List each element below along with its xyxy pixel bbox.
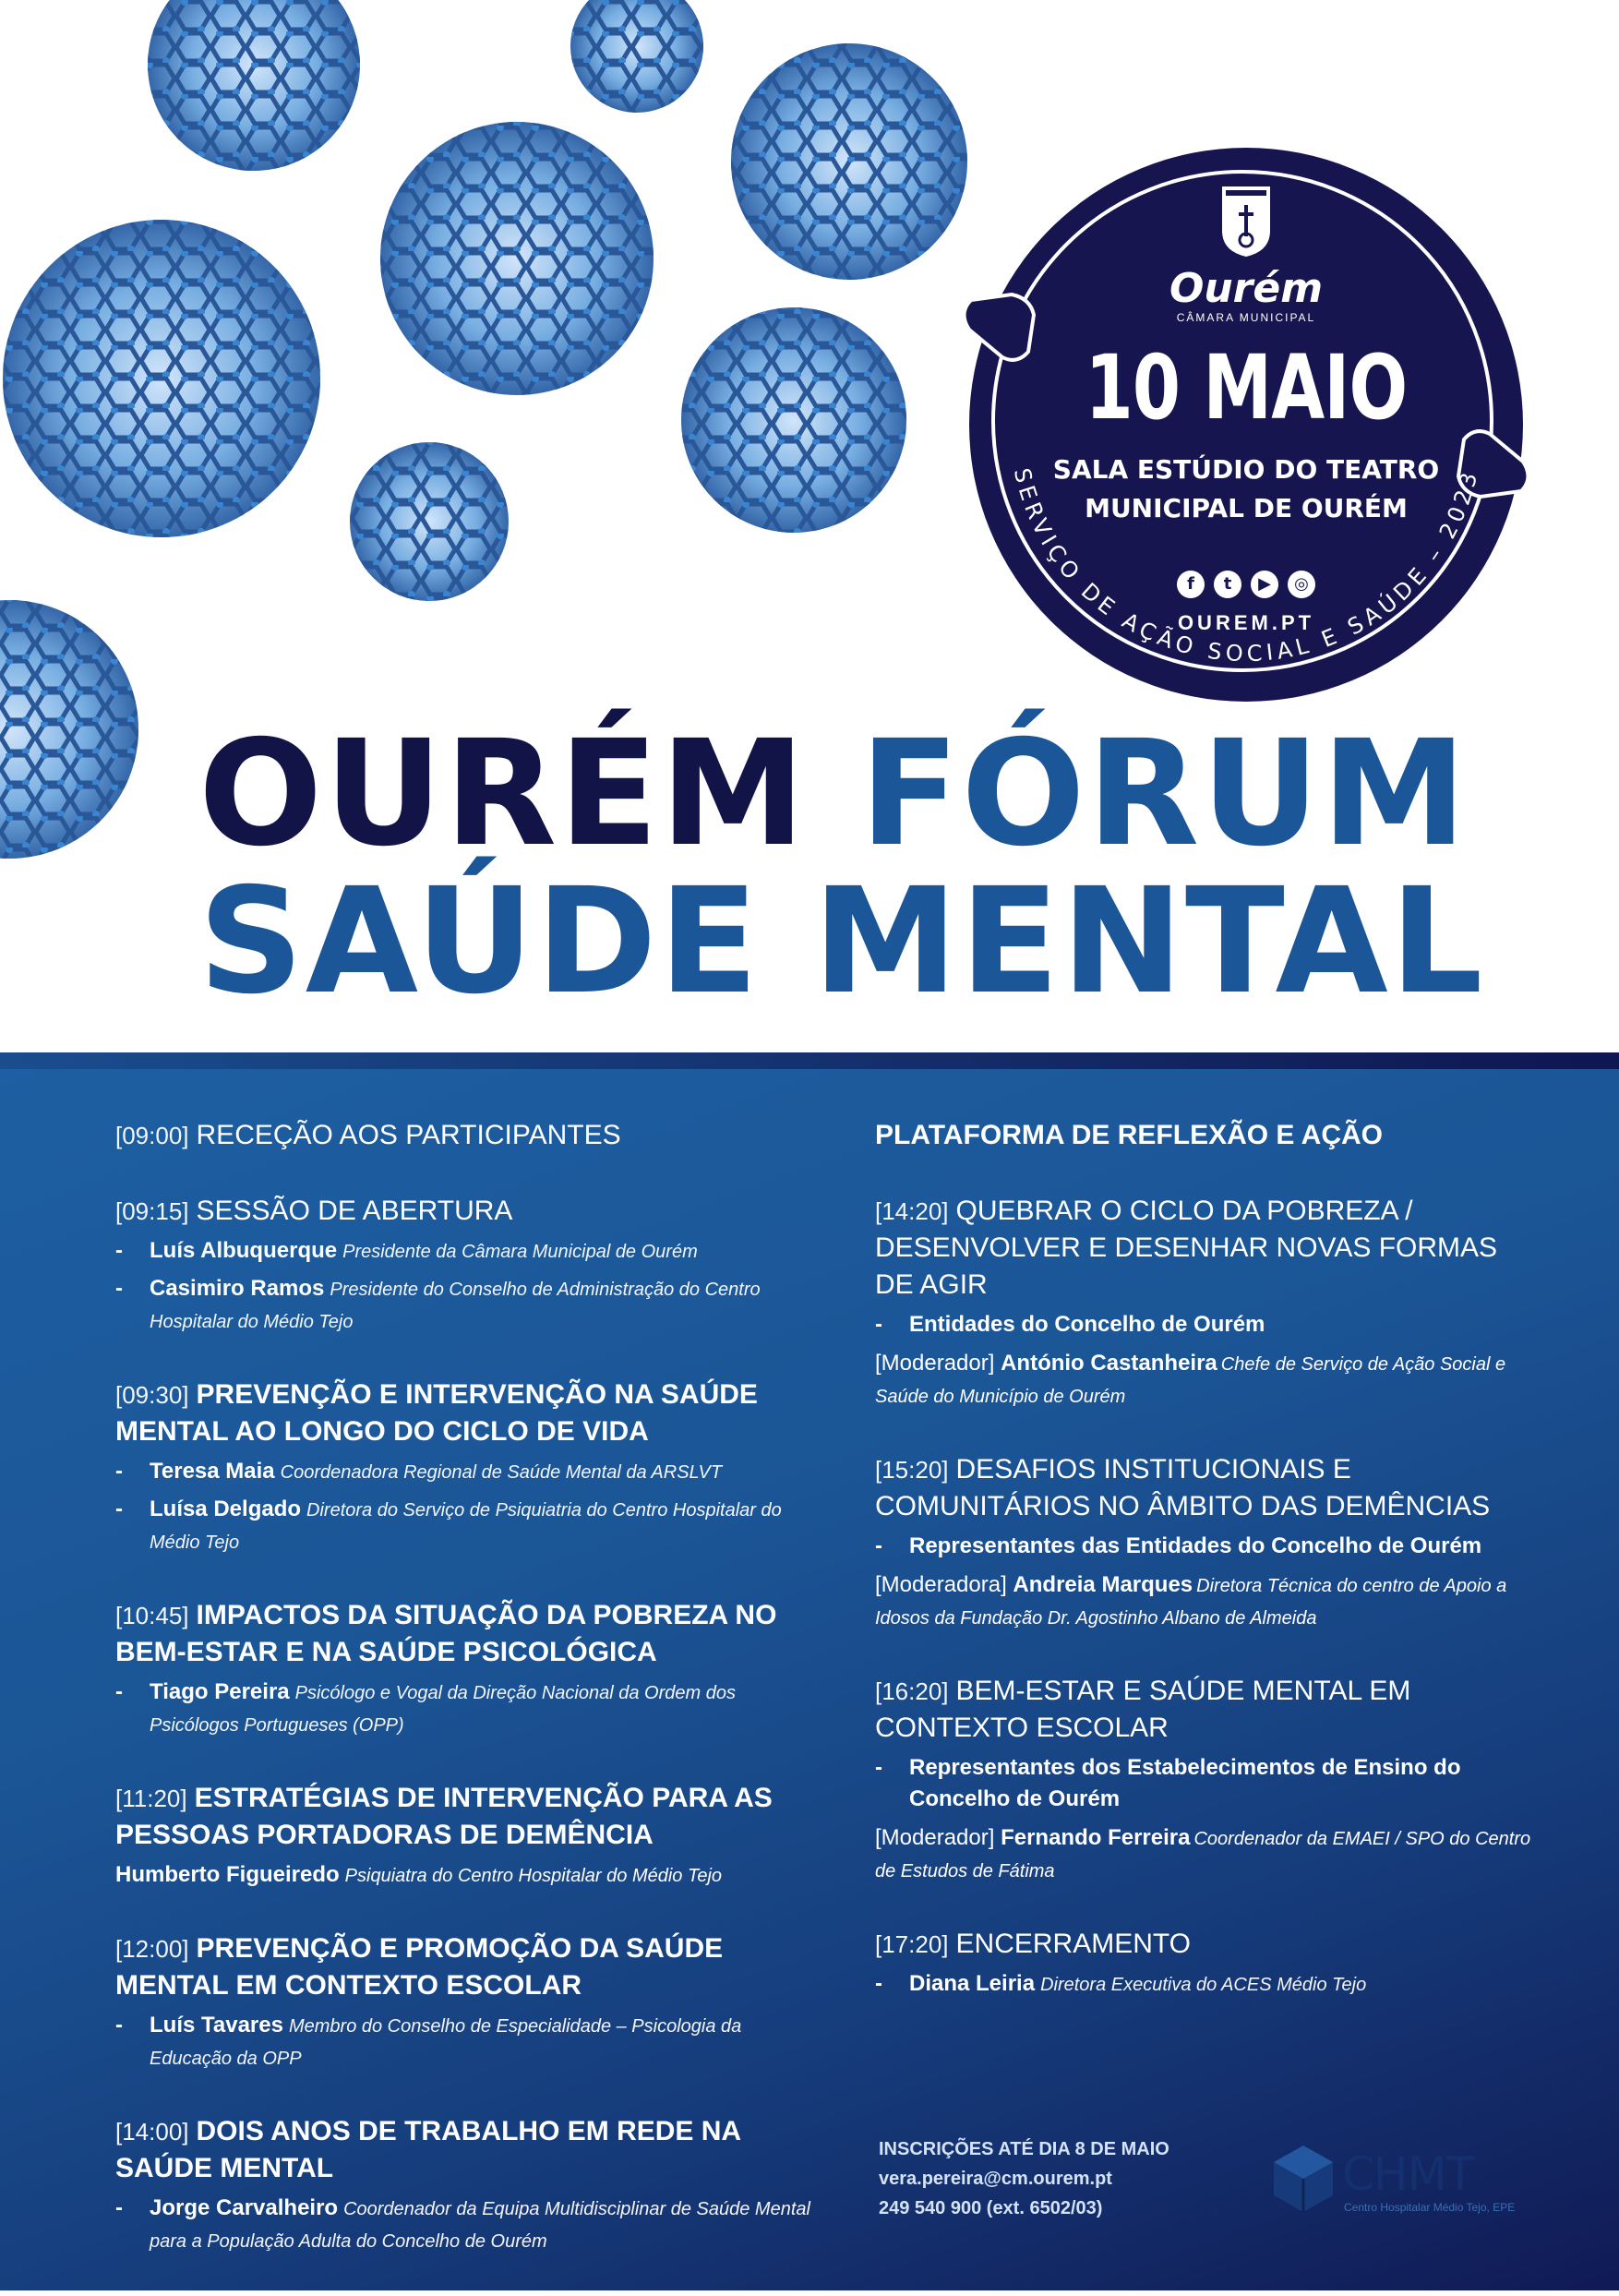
bullet-dash: -: [115, 1276, 123, 1301]
seal-arc-text: SERVIÇO DE AÇÃO SOCIAL E SAÚDE – 2023: [1008, 465, 1484, 667]
speaker-name: Teresa Maia: [150, 1459, 275, 1484]
agenda-heading: [875, 1451, 1540, 1525]
agenda-heading: [875, 1193, 1540, 1304]
bullet-dash: -: [875, 1755, 882, 1780]
moderator-label: [Moderador]: [875, 1351, 1001, 1376]
agenda-item: [875, 1673, 1540, 1887]
speaker-role: Coordenador da Equipa Multidisciplinar de Saúde Mental para a População Adulta do Concelho de Ourém: [150, 2199, 810, 2252]
agenda-item: [875, 1451, 1540, 1634]
agenda-heading: [115, 1117, 817, 1154]
speaker-role: Presidente da Câmara Municipal de Ourém: [342, 1242, 698, 1262]
agenda-time: [14:20]: [875, 1197, 949, 1225]
chmt-name: CHMT: [1342, 2147, 1474, 2201]
moderator-row: [875, 1348, 1540, 1412]
moderator-name: Fernando Ferreira: [1001, 1825, 1191, 1850]
agenda-heading: [875, 1673, 1540, 1747]
agenda-time: [11:20]: [115, 1785, 187, 1812]
crest-icon: [1220, 185, 1272, 258]
moderator-role: Coordenador da EMAEI / SPO do Centro de Estudos de Fátima: [875, 1829, 1531, 1881]
agenda-time: [17:20]: [875, 1930, 949, 1958]
agenda-title: ESTRATÉGIAS DE INTERVENÇÃO PARA AS PESSOAS PORTADORAS DE DEMÊNCIA: [115, 1783, 773, 1850]
speaker-row: [115, 1456, 817, 1488]
moderator-row: [875, 1822, 1540, 1887]
registration-deadline: INSCRIÇÕES ATÉ DIA 8 DE MAIO: [879, 2139, 1169, 2159]
speaker-row: [115, 1677, 817, 1741]
agenda-title: PREVENÇÃO E INTERVENÇÃO NA SAÚDE MENTAL AO LONGO DO CICLO DE VIDA: [115, 1379, 758, 1447]
speaker-row: [875, 1968, 1540, 2001]
agenda-item: [115, 1193, 817, 1338]
speaker-name: Representantes dos Estabelecimentos de Ensino do Concelho de Ourém: [909, 1755, 1461, 1811]
agenda-item: [115, 1117, 817, 1154]
agenda-title: SESSÃO DE ABERTURA: [196, 1196, 513, 1226]
brand-subtitle: CÂMARA MUNICIPAL: [1176, 311, 1316, 324]
registration-info: [879, 2134, 1266, 2223]
speaker-row: [875, 1309, 1540, 1340]
speaker-name: Luísa Delgado: [150, 1497, 302, 1521]
speaker-row: [115, 1494, 817, 1558]
twitter-icon[interactable]: t: [1214, 571, 1241, 598]
speaker-name: Luís Tavares: [150, 2013, 283, 2038]
panel-top-band: [0, 1052, 1619, 1069]
speaker-row: [875, 1531, 1540, 1562]
agenda-item: [115, 1930, 817, 2074]
bullet-dash: -: [875, 1971, 882, 1996]
agenda-heading: [115, 2113, 817, 2187]
instagram-icon[interactable]: ◎: [1288, 571, 1315, 598]
speaker-name: Casimiro Ramos: [150, 1276, 325, 1301]
speaker-row: [115, 1859, 817, 1892]
bullet-dash: -: [115, 1459, 123, 1484]
bullet-dash: -: [115, 2195, 123, 2220]
agenda-time: [10:45]: [115, 1602, 189, 1629]
registration-email[interactable]: vera.pereira@cm.ourem.pt: [879, 2169, 1112, 2189]
chmt-subtitle: Centro Hospitalar Médio Tejo, EPE: [1344, 2201, 1516, 2214]
moderator-role: Diretora Técnica do centro de Apoio a Idosos da Fundação Dr. Agostinho Albano de Almeida: [875, 1576, 1507, 1629]
speaker-name: Luís Albuquerque: [150, 1238, 338, 1263]
title-word-forum: FÓRUM: [859, 709, 1469, 879]
page-title: [198, 709, 1491, 1027]
speaker-role: Membro do Conselho de Especialidade – Psicologia da Educação da OPP: [150, 2016, 742, 2069]
brand-name: Ourém: [1169, 265, 1324, 312]
agenda-heading: [115, 1597, 817, 1671]
speaker-name: Humberto Figueiredo: [115, 1862, 340, 1887]
moderator-row: [875, 1569, 1540, 1634]
social-icons: [951, 571, 1541, 598]
agenda-heading: [115, 1193, 817, 1230]
youtube-icon[interactable]: ▶: [1251, 571, 1278, 598]
title-line-1: [198, 709, 1491, 879]
speaker-role: Psiquiatra do Centro Hospitalar do Médio Tejo: [344, 1866, 723, 1886]
title-line-2: SAÚDE MENTAL: [198, 857, 1485, 1027]
speaker-name: Jorge Carvalheiro: [150, 2195, 339, 2220]
agenda-title: QUEBRAR O CICLO DA POBREZA / DESENVOLVER E DESENHAR NOVAS FORMAS DE AGIR: [875, 1196, 1498, 1300]
agenda-title: PREVENÇÃO E PROMOÇÃO DA SAÚDE MENTAL EM CONTEXTO ESCOLAR: [115, 1933, 724, 2001]
bullet-dash: -: [875, 1533, 882, 1558]
speaker-name: Entidades do Concelho de Ourém: [909, 1312, 1265, 1337]
facebook-icon[interactable]: f: [1177, 571, 1205, 598]
agenda-time: [16:20]: [875, 1677, 949, 1705]
agenda-time: [09:00]: [115, 1122, 189, 1149]
venue-line-2: MUNICIPAL DE OURÉM: [1085, 493, 1408, 523]
agenda-heading: [115, 1780, 817, 1854]
agenda-time: [09:15]: [115, 1197, 189, 1225]
agenda-title: IMPACTOS DA SITUAÇÃO DA POBREZA NO BEM-ESTAR E NA SAÚDE PSICOLÓGICA: [115, 1600, 777, 1667]
moderator-label: [Moderador]: [875, 1825, 1001, 1850]
moderator-name: Andreia Marques: [1013, 1572, 1193, 1597]
speaker-row: [875, 1752, 1540, 1815]
speaker-role: Psicólogo e Vogal da Direção Nacional da Ordem dos Psicólogos Portugueses (OPP): [150, 1683, 736, 1736]
agenda-item: [875, 1926, 1540, 2001]
event-seal: [951, 129, 1541, 720]
bullet-dash: -: [115, 1679, 123, 1704]
speaker-name: Tiago Pereira: [150, 1679, 290, 1704]
website-link[interactable]: OUREM.PT: [1177, 611, 1315, 634]
agenda-item: [115, 1376, 817, 1558]
speaker-role: Diretora Executiva do ACES Médio Tejo: [1040, 1975, 1367, 1995]
event-date: 10 MAIO: [1085, 336, 1408, 439]
agenda-title: ENCERRAMENTO: [955, 1929, 1191, 1959]
speaker-role: Diretora do Serviço de Psiquiatria do Centro Hospitalar do Médio Tejo: [150, 1500, 782, 1553]
agenda-title: RECEÇÃO AOS PARTICIPANTES: [196, 1120, 621, 1150]
speaker-role: Presidente do Conselho de Administração do Centro Hospitalar do Médio Tejo: [150, 1280, 761, 1332]
title-word-ourem: OURÉM: [198, 709, 808, 879]
bullet-dash: -: [115, 1238, 123, 1263]
agenda-item: [875, 1193, 1540, 1412]
agenda-heading: [115, 1376, 817, 1450]
agenda-item: [115, 2113, 817, 2257]
agenda-time: [12:00]: [115, 1935, 189, 1963]
agenda-title: DESAFIOS INSTITUCIONAIS E COMUNITÁRIOS NO ÂMBITO DAS DEMÊNCIAS: [875, 1454, 1491, 1521]
registration-phone: 249 540 900 (ext. 6502/03): [879, 2198, 1103, 2218]
chmt-cube-icon: [1270, 2142, 1337, 2216]
event-venue: [951, 451, 1541, 528]
moderator-label: [Moderadora]: [875, 1572, 1013, 1597]
speaker-role: Coordenadora Regional de Saúde Mental da ARSLVT: [280, 1462, 723, 1483]
speaker-name: Diana Leiria: [909, 1971, 1036, 1996]
agenda-item: [115, 1597, 817, 1741]
moderator-role: Chefe de Serviço de Ação Social e Saúde do Município de Ourém: [875, 1354, 1506, 1407]
speaker-name: Representantes das Entidades do Concelho de Ourém: [909, 1533, 1482, 1558]
bullet-dash: -: [115, 2013, 123, 2038]
chmt-logo: [1270, 2142, 1547, 2225]
program-left-column: [115, 1117, 817, 2296]
agenda-title: DOIS ANOS DE TRABALHO EM REDE NA SAÚDE MENTAL: [115, 2116, 740, 2183]
agenda-time: [15:20]: [875, 1456, 949, 1484]
bullet-dash: -: [115, 1497, 123, 1521]
ourem-logo: [951, 185, 1541, 324]
program-right-column: [875, 1117, 1540, 2039]
agenda-title: BEM-ESTAR E SAÚDE MENTAL EM CONTEXTO ESCOLAR: [875, 1676, 1411, 1743]
bullet-dash: -: [875, 1312, 882, 1337]
moderator-name: António Castanheira: [1001, 1351, 1217, 1376]
agenda-time: [09:30]: [115, 1381, 189, 1409]
speaker-row: [115, 2193, 817, 2257]
speaker-row: [115, 1273, 817, 1338]
venue-line-1: SALA ESTÚDIO DO TEATRO: [1052, 454, 1440, 485]
speaker-row: [115, 1235, 817, 1268]
section-title: PLATAFORMA DE REFLEXÃO E AÇÃO: [875, 1120, 1383, 1150]
speaker-row: [115, 2010, 817, 2074]
agenda-heading: [875, 1926, 1540, 1963]
agenda-time: [14:00]: [115, 2118, 189, 2146]
agenda-item: [115, 1780, 817, 1892]
agenda-heading: [115, 1930, 817, 2004]
